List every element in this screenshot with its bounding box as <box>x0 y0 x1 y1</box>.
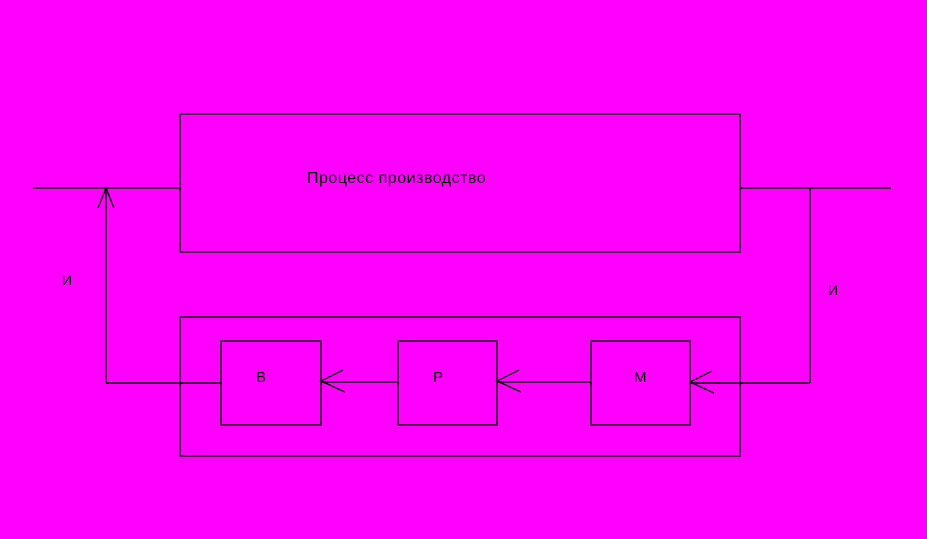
control-chain-container-rect <box>180 317 740 456</box>
block-b-label: В <box>256 369 267 386</box>
process-block-label: Процесс производство <box>307 170 487 187</box>
block-b-rect <box>221 341 321 425</box>
arrow-head-left-into-b <box>321 370 345 392</box>
block-p-label: Р <box>433 369 444 386</box>
block-m-label: М <box>634 369 647 386</box>
signal-label-left: И <box>62 272 73 288</box>
signal-label-right: И <box>828 282 839 298</box>
arrow-head-left-into-m <box>690 371 714 393</box>
block-p-rect <box>398 341 497 425</box>
arrow-head-left-into-p <box>497 370 521 392</box>
